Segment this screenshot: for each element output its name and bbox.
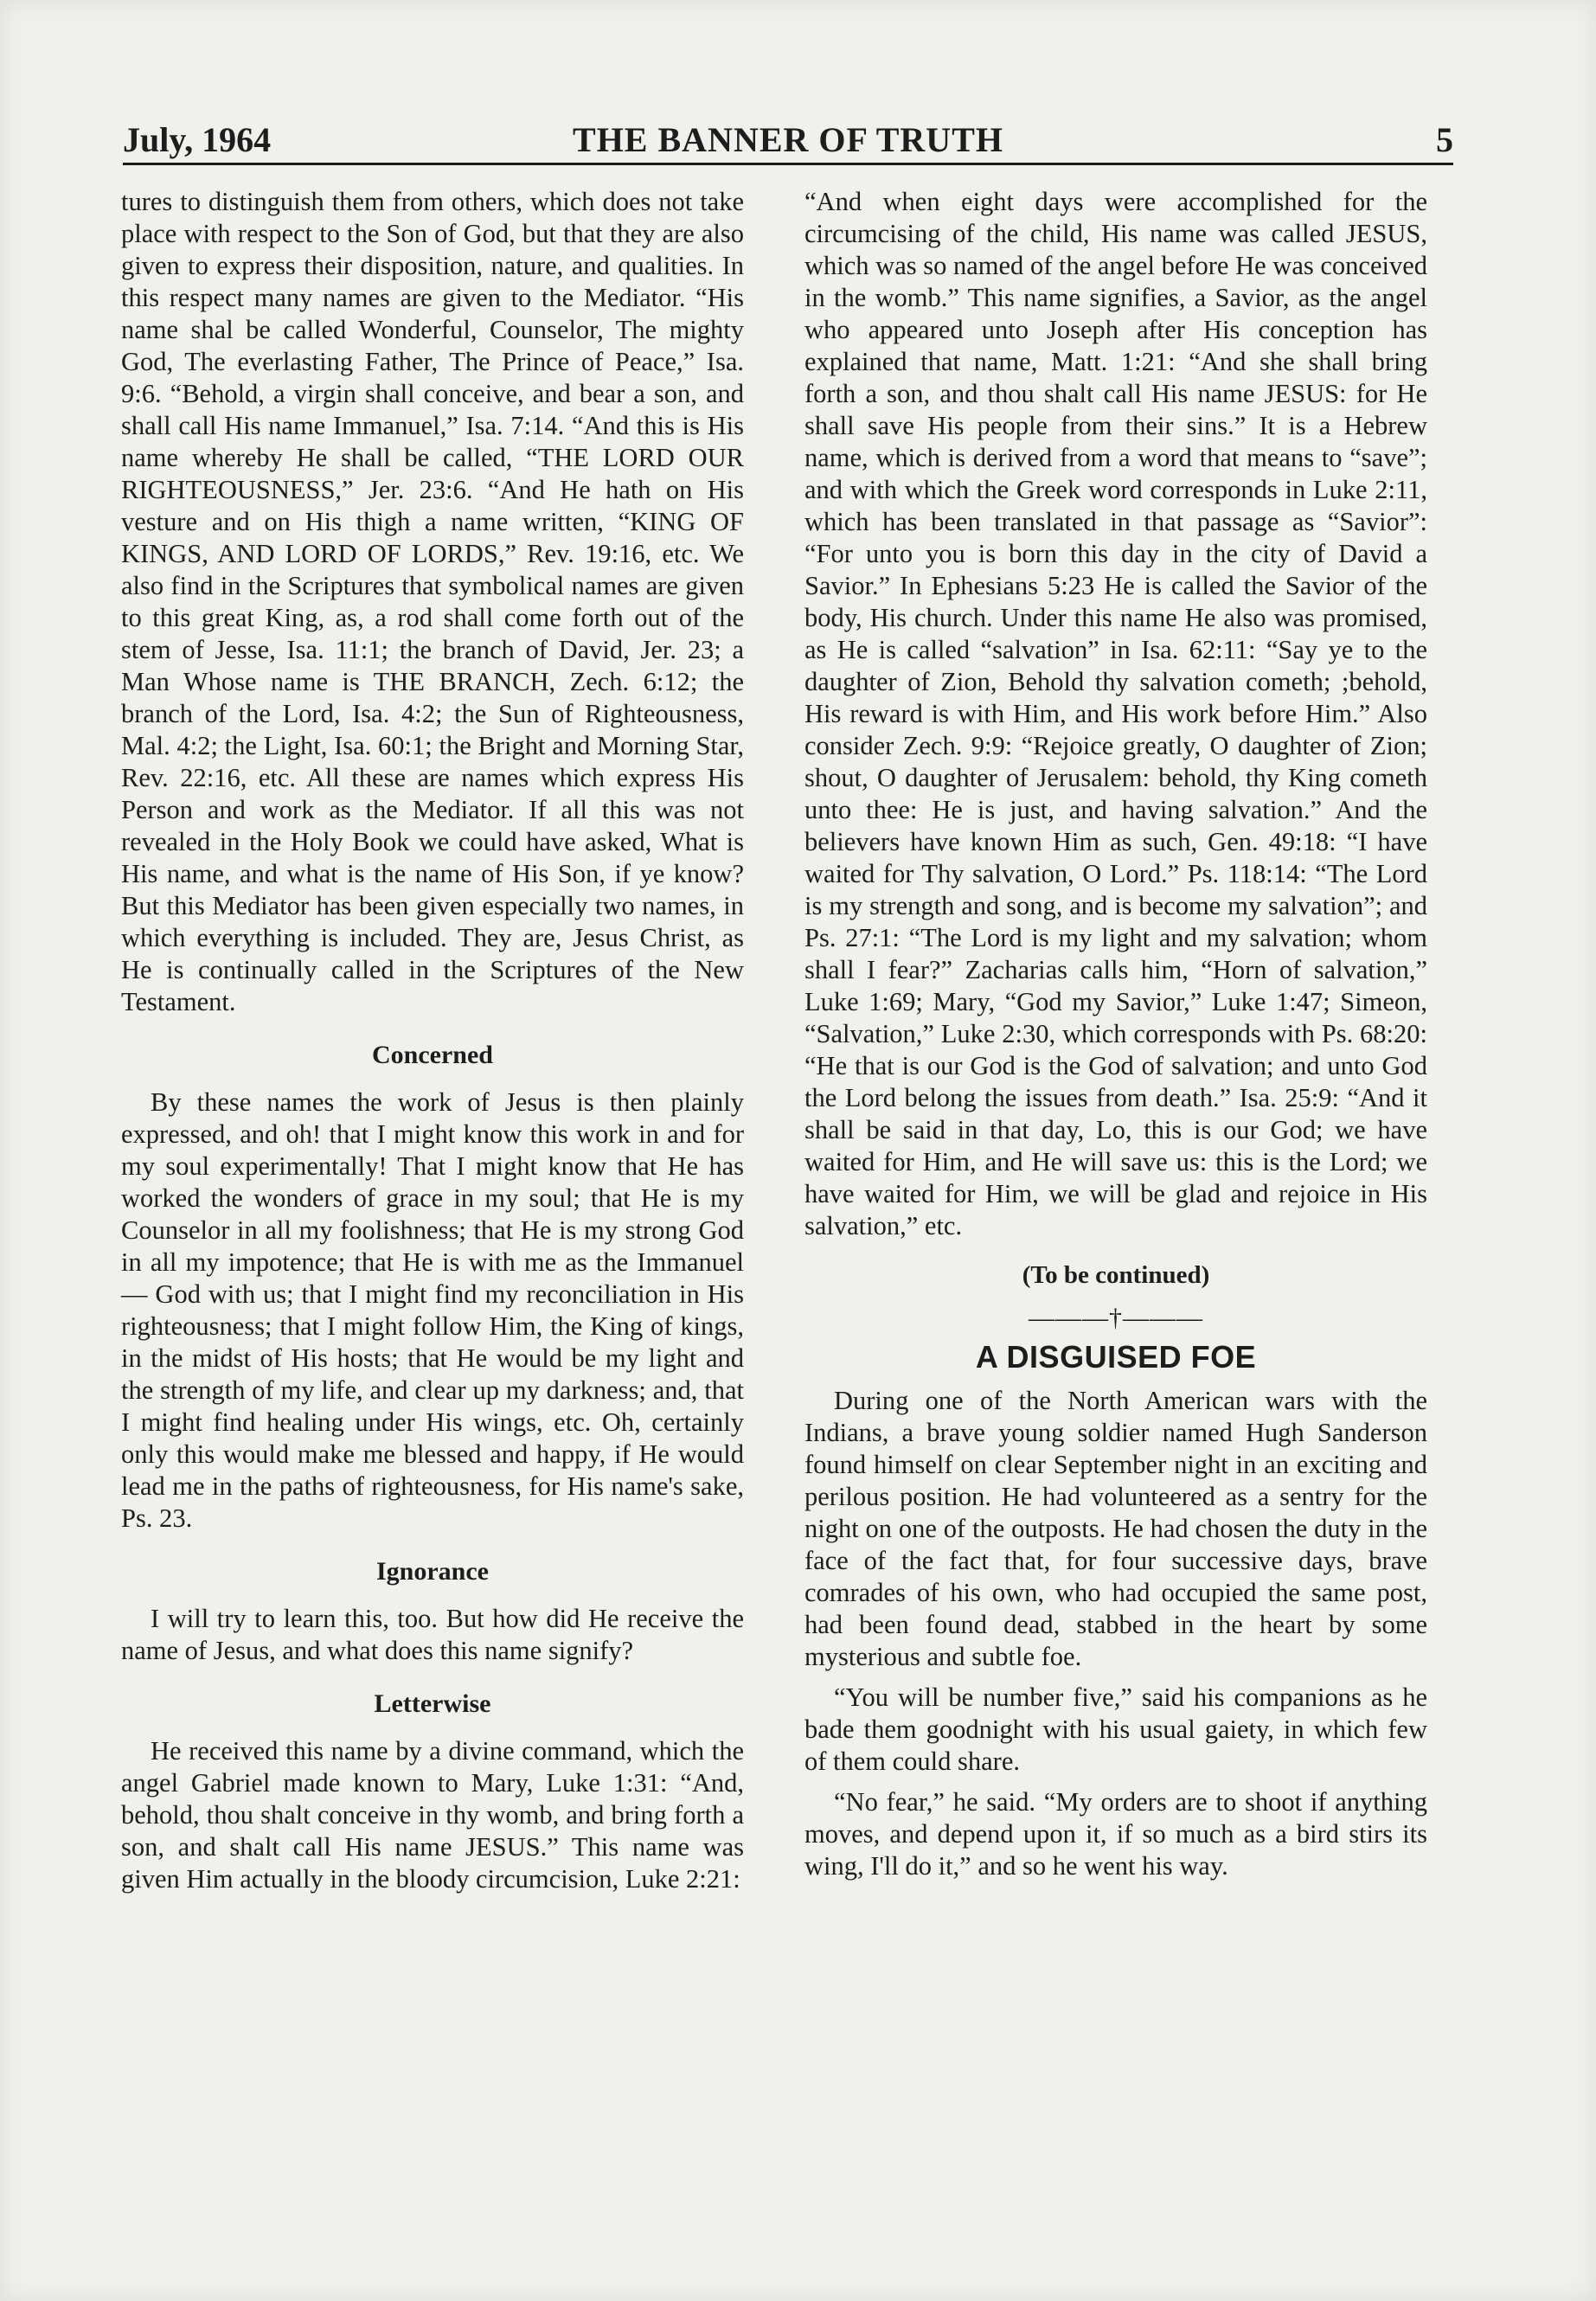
paragraph: tures to distinguish them from others, which does not take place with respect to the Son of God, but that they are also given to express their disposition, nature, and qualities. In this respect many names are given to the Mediator. “His name shal be called Wonderful, Counselor, The mighty God, The everlasting Father, The Prince of Peace,” Isa. 9:6. “Behold, a virgin shall conceive, and bear a son, and shall call His name Immanuel,” Isa. 7:14. “And this is His name whereby He shall be called, “THE LORD OUR RIGHTEOUSNESS,” Jer. 23:6. “And He hath on His vesture and on His thigh a name written, “KING OF KINGS, AND LORD OF LORDS,” Rev. 19:16, etc. We also find in the Scriptures that symbolical names are given to this great King, as, a rod shall come forth out of the stem of Jesse, Isa. 11:1; the branch of David, Jer. 23; a Man Whose name is THE BRANCH, Zech. 6:12; the branch of the Lord, Isa. 4:2; the Sun of Righteousness, Mal. 4:2; the Light, Isa. 60:1; the Bright and Morning Star, Rev. 22:16, etc. All these are names which express His Person and work as the Mediator. If all this was not revealed in the Holy Book we could have asked, What is His name, and what is the name of His Son, if ye know? But this Mediator has been given especially two names, in which everything is included. They are, Jesus Christ, as He is continually called in the Scriptures of the New Testament. <box>121 187 744 1016</box>
paragraph: I will try to learn this, too. But how did He receive the name of Jesus, and what does this name signify? <box>121 1604 744 1665</box>
section-heading-letterwise: Letterwise <box>374 1689 491 1718</box>
to-be-continued: (To be continued) <box>1022 1261 1210 1289</box>
page-header <box>123 118 1453 165</box>
page-number: 5 <box>1436 120 1453 159</box>
paragraph: By these names the work of Jesus is then plainly expressed, and oh! that I might know this work in and for my soul experimentally! That I might know that He has worked the wonders of grace in my soul; that He is my Counselor in all my foolishness; that He is my strong God in all my impotence; that He is with me as the Immanuel — God with us; that I might find my reconciliation in His righteousness; that I might follow Him, the King of kings, in the midst of His hosts; that He would be my light and the strength of my life, and clear up my darkness; and, that I might find healing under His wings, etc. Oh, certainly only this would make me blessed and happy, if He would lead me in the paths of righteousness, for His name's sake, Ps. 23. <box>121 1087 744 1533</box>
issue-date: July, 1964 <box>123 120 272 159</box>
paragraph: During one of the North American wars with the Indians, a brave young soldier named Hugh Sanderson found himself on clear September night in an exciting and perilous position. He had volunteered as a sentry for the night on one of the outposts. He had chosen the duty in the face of the fact that, for four successive days, brave comrades of his own, who had occupied the same post, had been found dead, stabbed in the heart by some mysterious and subtle foe. <box>804 1386 1427 1671</box>
paragraph: “No fear,” he said. “My orders are to shoot if anything moves, and depend upon it, if so much as a bird stirs its wing, I'll do it,” and so he went his way. <box>804 1787 1427 1881</box>
paragraph: He received this name by a divine command, which the angel Gabriel made known to Mary, Luke 1:31: “And, behold, thou shalt conceive in thy womb, and bring forth a son, and shalt call His name JESUS.” This name was given Him actually in the bloody circumcision, Luke 2:21: <box>121 1736 744 1894</box>
right-column <box>804 186 1427 1882</box>
left-column <box>121 186 744 1895</box>
paragraph: “You will be number five,” said his companions as he bade them goodnight with his usual gaiety, in which few of them could share. <box>804 1682 1427 1776</box>
section-separator: ———†——— <box>1029 1304 1203 1332</box>
section-heading-ignorance: Ignorance <box>376 1557 489 1586</box>
article-title: A DISGUISED FOE <box>975 1339 1257 1375</box>
section-heading-concerned: Concerned <box>372 1041 493 1069</box>
paragraph: “And when eight days were accomplished for the circumcising of the child, His name was called JESUS, which was so named of the angel before He was conceived in the womb.” This name signifies, a Savior, as the angel who appeared unto Joseph after His conception has explained that name, Matt. 1:21: “And she shall bring forth a son, and thou shalt call His name JESUS: for He shall save His people from their sins.” It is a Hebrew name, which is derived from a word that means to “save”; and with which the Greek word corresponds in Luke 2:11, which has been translated in that passage as “Savior”: “For unto you is born this day in the city of David a Savior.” In Ephesians 5:23 He is called the Savior of the body, His church. Under this name He also was promised, as He is called “salvation” in Isa. 62:11: “Say ye to the daughter of Zion, Behold thy salvation cometh; ;behold, His reward is with Him, and His work before Him.” Also consider Zech. 9:9: “Rejoice greatly, O daughter of Zion; shout, O daughter of Jerusalem: behold, thy King cometh unto thee: He is just, and having salvation.” And the believers have known Him as such, Gen. 49:18: “I have waited for Thy salvation, O Lord.” Ps. 118:14: “The Lord is my strength and song, and is become my salvation”; and Ps. 27:1: “The Lord is my light and my salvation; whom shall I fear?” Zacharias calls him, “Horn of salvation,” Luke 1:69; Mary, “God my Savior,” Luke 1:47; Simeon, “Salvation,” Luke 2:30, which corresponds with Ps. 68:20: “He that is our God is the God of salvation; and unto God the Lord belong the issues from death.” Isa. 25:9: “And it shall be said in that day, Lo, this is our God; we have waited for Him, and He will save us: this is the Lord; we have waited for Him, we will be glad and rejoice in His salvation,” etc. <box>804 187 1427 1240</box>
publication-title: THE BANNER OF TRUTH <box>573 120 1003 159</box>
